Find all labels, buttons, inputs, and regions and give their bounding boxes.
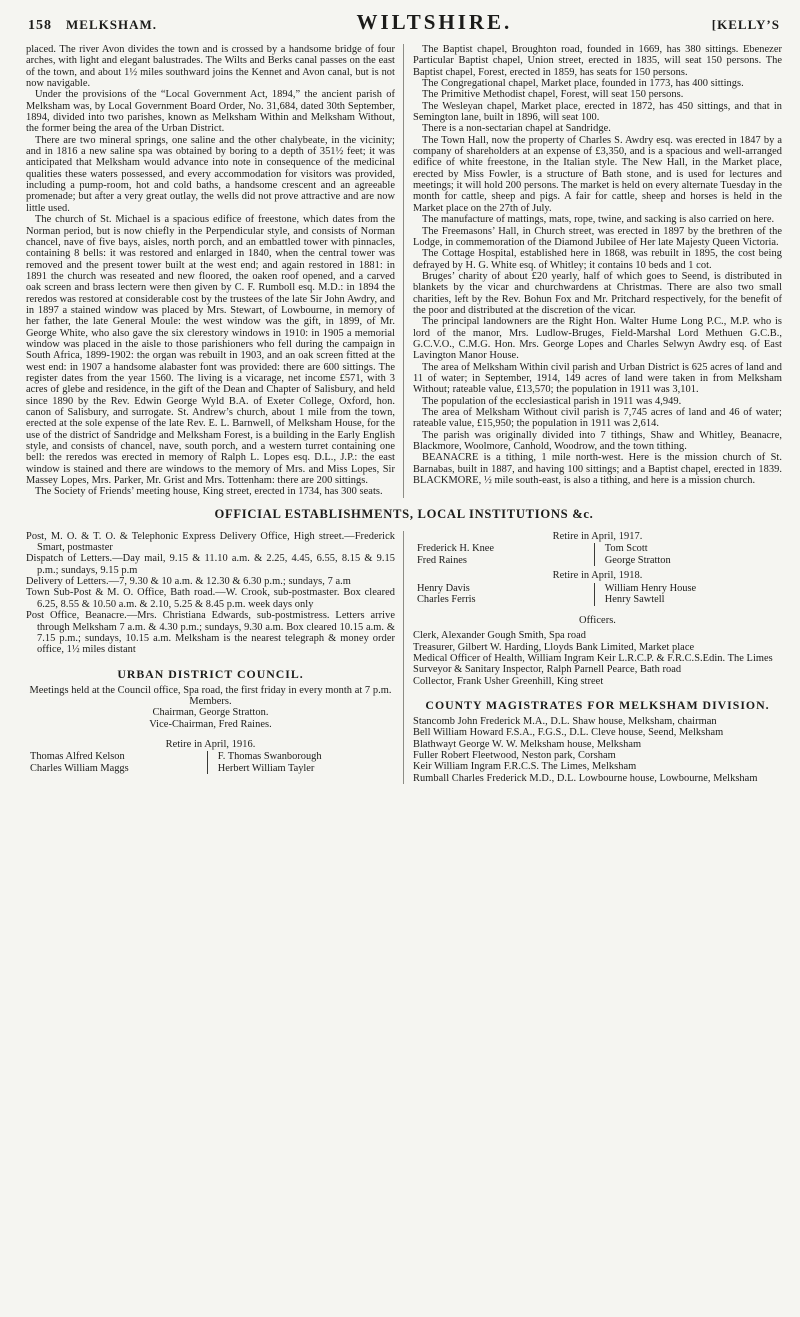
lower-section (26, 531, 782, 784)
council-heading: URBAN DISTRICT COUNCIL. (117, 666, 304, 681)
post-entry: Town Sub-Post & M. O. Office, Bath road.—W. Crook, sub-postmaster. Box cleared 6.25, 8.55 & 10.50 a.m. & 2.10, 5.25 & 8.45 p.m. week days only (26, 587, 395, 610)
paragraph: placed. The river Avon divides the town and is crossed by a handsome bridge of four arches, with light and elegant balustrades. The Wilts and Berks canal passes on the east of the town, and about 1½ miles southward joins the Kennet and Avon canal, but is not now navigable. (26, 44, 395, 90)
member-name: Thomas Alfred Kelson (30, 751, 125, 763)
member-name: F. Thomas Swanborough (217, 751, 322, 763)
top-right-column (404, 44, 782, 498)
magistrates-heading: COUNTY MAGISTRATES FOR MELKSHAM DIVISION. (425, 697, 770, 712)
paragraph: There are two mineral springs, one saline and the other chalybeate, in the vicinity; and in 1816 a new saline spa was obtained by boring to a depth of 351½ feet; it was anticipated that Melksham would advance into note in consequence of the medicinal qualities these waters possessed, and every accommodation for visitors was provided, including a pump-room, hot and cold baths, a handsome crescent and an agreeable promenade; but after a very great outlay, the wells did not prove attractive and are now little used. (26, 134, 395, 214)
member-name: Herbert William Tayler (217, 762, 315, 774)
paragraph: The Congregational chapel, Market place, founded in 1773, has 400 sittings. (422, 78, 744, 90)
member-name: George Stratton (604, 554, 671, 566)
officer-entry: Medical Officer of Health, William Ingram Keir L.R.C.P. & F.R.C.S.Edin. The Limes (413, 652, 773, 664)
member-name: Charles Ferris (417, 594, 476, 606)
paragraph: The area of Melksham Within civil parish and Urban District is 625 acres of land and 11 of water; in September, 1914, 149 acres of land were taken in from Melksham Without; rateable value, £13,570; the population in 1911 was 3,101. (413, 361, 782, 396)
retire-1916-members (26, 751, 395, 774)
retire-1918-members (413, 583, 782, 606)
magistrate-entry: Fuller Robert Fleetwood, Neston park, Corsham (413, 749, 616, 761)
top-section (26, 44, 782, 498)
member-name: Tom Scott (604, 543, 648, 555)
paragraph: The Baptist chapel, Broughton road, founded in 1669, has 380 sittings. Ebenezer Particular Baptist chapel, Union street, erected in 1835, will seat 150 persons. The Baptist chapel, Forest, erected in 1859, has seats for 150 persons. (413, 44, 782, 78)
member-name: William Henry House (604, 582, 697, 594)
running-head (26, 8, 782, 35)
paragraph: The Society of Friends’ meeting house, King street, erected in 1734, has 300 seats. (35, 486, 383, 498)
magistrate-entry: Stancomb John Frederick M.A., D.L. Shaw house, Melksham, chairman (413, 715, 717, 727)
officers-label: Officers. (579, 614, 616, 626)
member-name: Charles William Maggs (30, 762, 129, 774)
officer-entry: Collector, Frank Usher Greenhill, King street (413, 675, 604, 687)
member-name: Frederick H. Knee (417, 543, 495, 555)
retire-1916-label: Retire in April, 1916. (165, 738, 256, 750)
member-name: Fred Raines (417, 554, 467, 566)
top-left-column (26, 44, 404, 498)
retire-1918-label: Retire in April, 1918. (552, 570, 643, 582)
lower-left-column (26, 531, 404, 784)
post-entry: Dispatch of Letters.—Day mail, 9.15 & 11.10 a.m. & 2.25, 4.45, 6.55, 8.15 & 9.15 p.m.; sundays, 9.15 p.m (26, 553, 395, 576)
post-entry: Post, M. O. & T. O. & Telephonic Express Delivery Office, High street.—Frederick Smart, postmaster (26, 530, 395, 554)
chairman-line: Chairman, George Stratton. (152, 707, 269, 719)
magistrate-entry: Rumball Charles Frederick M.D., D.L. Lowbourne house, Lowbourne, Melksham (413, 772, 758, 784)
officer-entry: Surveyor & Sanitary Inspector, Ralph Parnell Pearce, Bath road (413, 664, 682, 676)
council-meeting-note: Meetings held at the Council office, Spa road, the first friday in every month at 7 p.m. (29, 684, 392, 696)
paragraph: BEANACRE is a tithing, 1 mile north-west. Here is the mission church of St. Barnabas, built in 1887, and having 100 sittings; and a Baptist chapel, erected in 1839. BLACKMORE, ½ mile south-east, is also a tithing, and here is a mission church. (413, 452, 782, 487)
paragraph: The population of the ecclesiastical parish in 1911 was 4,949. (422, 395, 682, 407)
member-name: Henry Davis (417, 582, 470, 594)
paragraph: The church of St. Michael is a spacious edifice of freestone, which dates from the Norman period, but is now chiefly in the Perpendicular style, and consists of Norman chancel, nave of five bays, aisles, north porch, and an embattled tower with pinnacles, containing 8 bells: it was restored and enlarged in 1840, when the central tower was removed and the present tower built at the west end; and again restored in 1881: in 1891 the church was reseated and new floored, the oaken roof opened, and a carved oak screen and brass lectern were then given by C. F. Rumboll esq. M.D.: in 1894 the reredos was restored at considerable cost by the trustees of the late Sir John Awdry, and in 1897 a stained window was placed by Mrs. Stewart, of Lowbourne, in memory of her father, the late General Moule: the west window was the gift, in 1899, of Mr. George White, who also gave the six clerestory windows in 1910: in 1905 a memorial window was placed in the aisle to those parishioners who fell during the campaign in South Africa, 1899-1902: the organ was rebuilt in 1903, and an oak screen fitted at the west end: in 1907 a handsome alabaster font was provided: there are 600 sittings. The register dates from the year 1560. The living is a vicarage, net income £571, with 3 acres of glebe and residence, in the gift of the Dean and Chapter of Salisbury, and held since 1890 by the Rev. Edwin George Wyld B.A. of Exeter College, Oxford, hon. canon of Salisbury, and surrogate. St. Andrew’s church, about 1 mile from the town, erected at the sole expense of the late Rev. E. L. Barnwell, of Melksham House, for the use of the district of Sandridge and Melksham Forest, is a building in the Early English style, and consists of chancel, nave, south porch, and a western turret containing one bell: the reredos was erected in memory of Ralph L. Lopes esq. D.L., J.P.: the east window is stained and there are windows to the memory of Mrs. and Miss Lopes, Sir Massey Lopes, Mrs. Parker, Mr. Grist and Mrs. Tottenham: there are 200 sittings. (26, 214, 395, 487)
directory-name: [KELLY’S (711, 17, 780, 32)
paragraph: The Cottage Hospital, established here in 1868, was rebuilt in 1895, the cost being defrayed by H. G. White esq. of Whitley; it contains 10 beds and 1 cot. (413, 248, 782, 271)
magistrate-entry: Bell William Howard F.S.A., F.G.S., D.L. Cleve house, Seend, Melksham (413, 727, 724, 739)
magistrate-entry: Keir William Ingram F.R.C.S. The Limes, Melksham (413, 761, 637, 773)
retire-1917-members (413, 543, 782, 566)
paragraph: The manufacture of mattings, mats, rope, twine, and sacking is also carried on here. (422, 214, 775, 226)
paragraph: Under the provisions of the “Local Government Act, 1894,” the ancient parish of Melksham was, by Local Government Board Order, No. 31,684, dated 30th September, 1894, divided into two parishes, known as Melksham Within and Melksham Without, the former being the area of the Urban District. (26, 89, 395, 135)
paragraph: The Primitive Methodist chapel, Forest, will seat 150 persons. (422, 89, 684, 101)
paragraph: The Town Hall, now the property of Charles S. Awdry esq. was erected in 1847 by a company of shareholders at an expense of £3,350, and is a spacious and well-arranged edifice of white freestone, in the Italian style. The New Hall, in the Market place, erected by Miss Fowler, is a structure of Bath stone, and is used for lectures and meetings; it will hold 200 persons. The market is held on every alternate Tuesday in the month for cattle, sheep and pigs. A fair for cattle, sheep and horses is held in the Market place on the 27th of July. (413, 134, 782, 214)
post-entry: Delivery of Letters.—7, 9.30 & 10 a.m. & 12.30 & 6.30 p.m.; sundays, 7 a.m (26, 576, 351, 588)
paragraph: The principal landowners are the Right Hon. Walter Hume Long P.C., M.P. who is lord of the manor, Mrs. Ludlow-Bruges, Field-Marshal Lord Methuen G.C.B., G.C.V.O., C.M.G. Hon. Mrs. George Lopes and Charles Selwyn Awdry esq. of East Lavington Manor House. (413, 316, 782, 362)
officer-entry: Treasurer, Gilbert W. Harding, Lloyds Bank Limited, Market place (413, 641, 695, 653)
officer-entry: Clerk, Alexander Gough Smith, Spa road (413, 630, 587, 642)
retire-1917-label: Retire in April, 1917. (552, 530, 643, 542)
members-label: Members. (189, 695, 232, 707)
paragraph: There is a non-sectarian chapel at Sandridge. (422, 123, 611, 135)
post-entry: Post Office, Beanacre.—Mrs. Christiana Edwards, sub-postmistress. Letters arrive through Melksham 7 a.m. & 4.30 p.m.; sundays, 9.30 a.m. Box cleared 10.15 a.m. & 7.15 p.m.; sundays, 10.15 a.m. Melksham is the nearest telegraph & money order office, 1½ miles distant (26, 610, 395, 656)
county-title: WILTSHIRE. (356, 10, 513, 34)
paragraph: Bruges’ charity of about £20 yearly, half of which goes to Seend, is distributed in blankets by the vicar and churchwardens at Christmas. There are also two small charities, left by the Rev. Bohun Fox and Mr. Pritchard respectively, for the benefit of the poor and distributed at the discretion of the vicar. (413, 270, 782, 316)
paragraph: The Freemasons’ Hall, in Church street, was erected in 1897 by the brethren of the Lodge, in commemoration of the Diamond Jubilee of Her late Majesty Queen Victoria. (413, 225, 782, 248)
running-head-left (28, 17, 157, 34)
member-name: Henry Sawtell (604, 594, 665, 606)
paragraph: The parish was originally divided into 7 tithings, Shaw and Whitley, Beanacre, Blackmore, Woolmore, Canhold, Woodrow, and the town tithing. (413, 429, 782, 453)
lower-right-column (404, 531, 782, 784)
magistrate-entry: Blathwayt George W. W. Melksham house, Melksham (413, 738, 642, 750)
section-heading: OFFICIAL ESTABLISHMENTS, LOCAL INSTITUTIONS &c. (214, 506, 594, 521)
paragraph: The Wesleyan chapel, Market place, erected in 1872, has 450 sittings, and that in Semington lane, built in 1896, will seat 100. (413, 100, 782, 124)
place-name: MELKSHAM. (66, 17, 157, 32)
vice-chairman-line: Vice-Chairman, Fred Raines. (149, 718, 272, 730)
paragraph: The area of Melksham Without civil parish is 7,745 acres of land and 46 of water; rateable value, £15,950; the population in 1911 was 2,614. (413, 407, 782, 430)
page-number: 158 (28, 18, 52, 33)
